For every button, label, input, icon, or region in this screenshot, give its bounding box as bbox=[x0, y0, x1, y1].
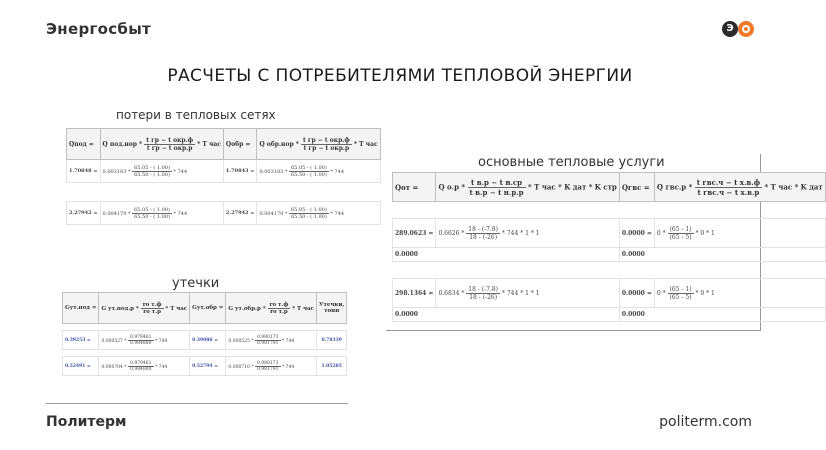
leaks-head-c2 bbox=[99, 293, 190, 324]
losses-r1-n1: 65.05 - ( 1.00) bbox=[134, 206, 170, 213]
leaks-caption: утечки bbox=[172, 276, 220, 291]
leaks-r0-f1 bbox=[99, 331, 190, 350]
leaks-r0-n1: 0.979461 bbox=[130, 334, 152, 340]
leaks-table bbox=[62, 292, 347, 376]
losses-r1-t2: * 744 bbox=[330, 210, 345, 217]
losses-head-c1: Qпод = bbox=[67, 129, 101, 160]
losses-r0-v1: 1.70848 = bbox=[67, 160, 101, 183]
leaks-head-c2-den: ro т.р bbox=[143, 308, 161, 315]
services-head-c2-pre: Q о.р * bbox=[438, 182, 466, 191]
leaks-head-c2-frac bbox=[141, 302, 164, 315]
table-row bbox=[393, 279, 826, 308]
services-r0-p1: 0.6626 * bbox=[438, 229, 465, 237]
logo-letter-icon: Э bbox=[722, 21, 738, 37]
leaks-head-c4-num: ro т.ф bbox=[269, 301, 289, 308]
losses-r1-v2: 2.27942 = bbox=[223, 202, 257, 225]
losses-r0-f2 bbox=[257, 160, 380, 183]
leaks-r1-t2: * 744 bbox=[281, 364, 295, 370]
losses-r1-d2: 65.50 - ( 1.00) bbox=[291, 213, 327, 220]
services-header-row bbox=[393, 173, 826, 202]
losses-r1-frac2 bbox=[289, 207, 329, 220]
brand-logo bbox=[722, 21, 754, 37]
services-r1-n1: 18 - (-7.8) bbox=[468, 285, 498, 293]
losses-caption: потери в тепловых сетях bbox=[116, 108, 276, 122]
losses-r1-p2: 0.004179 * bbox=[259, 210, 288, 217]
services-r1-n2: (65 - 1) bbox=[669, 285, 692, 293]
services-r0-v2: 0.0000 = bbox=[619, 219, 654, 248]
leaks-head-c5: Утечки, тонн bbox=[316, 293, 346, 324]
services-r0-s1: 0.0000 bbox=[393, 248, 620, 262]
leaks-head-c2-post: * T час bbox=[165, 305, 188, 312]
leaks-r0-p2: 0.000525 * bbox=[228, 338, 254, 344]
losses-r0-v2: 1.70843 = bbox=[223, 160, 257, 183]
leaks-r0-p1: 0.000527 * bbox=[101, 338, 127, 344]
losses-head-c4-num: t гр − t окр.ф bbox=[302, 136, 350, 144]
losses-header-row bbox=[67, 129, 381, 160]
table-row bbox=[63, 331, 347, 350]
table-row bbox=[67, 202, 381, 225]
services-r1-f2 bbox=[654, 279, 825, 308]
footer-site-link[interactable]: politerm.com bbox=[659, 414, 752, 430]
losses-head-c2-pre: Q под.нор * bbox=[102, 140, 143, 148]
table-row bbox=[63, 357, 347, 376]
services-head-c2-frac bbox=[468, 178, 526, 197]
table-row-spacer bbox=[63, 350, 347, 357]
services-r0-p2: 0 * bbox=[656, 229, 666, 237]
services-head-c4-num: t гвс.ч − t х.в.ф bbox=[696, 177, 761, 187]
services-table bbox=[392, 172, 826, 322]
services-r0-n1: 18 - (-7.8) bbox=[468, 225, 498, 233]
services-head-c4-post: * T час * K дат bbox=[764, 182, 823, 191]
services-head-c2 bbox=[436, 173, 619, 202]
table-row bbox=[393, 219, 826, 248]
losses-r0-n1: 65.05 - ( 1.00) bbox=[134, 164, 170, 171]
services-r0-s2: 0.0000 bbox=[619, 248, 825, 262]
leaks-r1-total: 1.05285 bbox=[316, 357, 346, 376]
services-r1-d1: 18 - (-26) bbox=[469, 293, 498, 301]
brand-bottom-logo-text: Политерм bbox=[46, 414, 127, 430]
losses-r0-p2: 0.003183 * bbox=[259, 168, 288, 175]
services-head-c1: Qот = bbox=[393, 173, 436, 202]
losses-r0-d1: 65.50 - ( 1.00) bbox=[134, 171, 170, 178]
losses-r0-p1: 0.003183 * bbox=[102, 168, 131, 175]
leaks-head-c4 bbox=[226, 293, 317, 324]
services-head-c3: Qгвс = bbox=[619, 173, 654, 202]
losses-r1-p1: 0.004179 * bbox=[102, 210, 131, 217]
losses-r1-v1: 2.27942 = bbox=[67, 202, 101, 225]
losses-head-c2-den: t гр − t окр.р bbox=[146, 144, 193, 152]
losses-head-c2-num: t гр − t окр.ф bbox=[146, 136, 194, 144]
services-r0-frac2 bbox=[668, 226, 694, 241]
table-row bbox=[67, 160, 381, 183]
leaks-head-c4-pre: G ут.обр.р * bbox=[228, 305, 266, 312]
services-caption: основные тепловые услуги bbox=[478, 155, 665, 170]
leaks-r1-v1: 0.52491 = bbox=[63, 357, 99, 376]
services-r1-s1: 0.0000 bbox=[393, 308, 620, 322]
services-head-c4-frac bbox=[695, 178, 762, 197]
table-row-spacer bbox=[63, 324, 347, 331]
services-r0-n2: (65 - 1) bbox=[669, 225, 692, 233]
services-r1-f1 bbox=[436, 279, 619, 308]
losses-r0-t1: * 744 bbox=[173, 168, 188, 175]
leaks-head-c3: Gут.обр = bbox=[190, 293, 226, 324]
services-r1-t2: * 0 * 1 bbox=[695, 289, 715, 297]
services-head-c4-pre: Q гвс.р * bbox=[656, 182, 693, 191]
leaks-r0-t2: * 744 bbox=[281, 338, 295, 344]
services-r0-f1 bbox=[436, 219, 619, 248]
services-r1-d2: (65 - 5) bbox=[669, 293, 692, 301]
leaks-r1-v2: 0.52794 = bbox=[190, 357, 226, 376]
table-row-spacer bbox=[393, 262, 826, 279]
losses-r0-n2: 65.05 - ( 1.00) bbox=[291, 164, 327, 171]
services-r0-t2: * 0 * 1 bbox=[695, 229, 715, 237]
services-head-c4-den: t гвс.ч − t х.в.р bbox=[697, 187, 760, 197]
losses-r1-f1 bbox=[100, 202, 223, 225]
services-head-c4 bbox=[654, 173, 825, 202]
losses-r0-frac2 bbox=[289, 165, 329, 178]
services-r1-p2: 0 * bbox=[656, 289, 666, 297]
services-r1-s2: 0.0000 bbox=[619, 308, 825, 322]
losses-r0-t2: * 744 bbox=[330, 168, 345, 175]
leaks-head-c4-den: ro т.р bbox=[270, 308, 288, 315]
leaks-r0-total: 0.78339 bbox=[316, 331, 346, 350]
services-r0-d2: (65 - 5) bbox=[669, 233, 692, 241]
leaks-head-c1: Gут.под = bbox=[63, 293, 99, 324]
losses-head-c4-frac bbox=[301, 137, 352, 152]
table-row bbox=[393, 248, 826, 262]
services-r1-frac1 bbox=[466, 286, 500, 301]
table-row bbox=[393, 308, 826, 322]
services-r1-frac2 bbox=[668, 286, 694, 301]
losses-r1-d1: 65.50 - ( 1.00) bbox=[134, 213, 170, 220]
leaks-r0-n2: 0.980173 bbox=[257, 334, 279, 340]
leaks-r1-t1: * 744 bbox=[154, 364, 168, 370]
losses-head-c2 bbox=[100, 129, 223, 160]
losses-r1-t1: * 744 bbox=[173, 210, 188, 217]
losses-head-c4-pre: Q обр.нор * bbox=[259, 140, 299, 148]
leaks-r0-d1: 0.984880 bbox=[130, 340, 152, 346]
losses-r1-f2 bbox=[257, 202, 380, 225]
services-r0-d1: 18 - (-26) bbox=[469, 233, 498, 241]
table-row-spacer bbox=[67, 183, 381, 202]
services-r1-t1: * 744 * 1 * 1 bbox=[501, 289, 540, 297]
leaks-r1-p2: 0.000710 * bbox=[228, 364, 254, 370]
losses-head-c3: Qобр = bbox=[223, 129, 257, 160]
leaks-r0-t1: * 744 bbox=[154, 338, 168, 344]
services-r0-t1: * 744 * 1 * 1 bbox=[501, 229, 540, 237]
leaks-r1-p1: 0.000704 * bbox=[101, 364, 127, 370]
leaks-r0-v1: 0.39253 = bbox=[63, 331, 99, 350]
losses-head-c2-post: * T час bbox=[197, 140, 221, 148]
leaks-r0-frac2 bbox=[255, 335, 280, 346]
services-r1-p1: 0.6834 * bbox=[438, 289, 465, 297]
services-r0-v1: 289.0623 = bbox=[393, 219, 436, 248]
services-head-c2-num: t в.р − t н.ср bbox=[468, 178, 526, 188]
services-r0-frac1 bbox=[466, 226, 500, 241]
services-r1-v2: 0.0000 = bbox=[619, 279, 654, 308]
losses-head-c4-den: t гр − t окр.р bbox=[303, 144, 350, 152]
leaks-r0-frac1 bbox=[128, 335, 153, 346]
leaks-r1-n1: 0.979461 bbox=[130, 360, 152, 366]
losses-head-c4 bbox=[257, 129, 380, 160]
leaks-head-c4-post: * T час bbox=[292, 305, 314, 312]
leaks-r0-d2: 0.981791 bbox=[257, 340, 279, 346]
losses-table bbox=[66, 128, 381, 225]
losses-r1-frac1 bbox=[132, 207, 172, 220]
services-r0-f2 bbox=[654, 219, 825, 248]
losses-head-c2-frac bbox=[144, 137, 195, 152]
leaks-head-c4-frac bbox=[268, 302, 291, 315]
leaks-r1-frac2 bbox=[255, 361, 280, 372]
leaks-r1-d2: 0.981791 bbox=[257, 366, 279, 372]
leaks-r0-v2: 0.39086 = bbox=[190, 331, 226, 350]
leaks-r1-frac1 bbox=[128, 361, 153, 372]
leaks-r1-f1 bbox=[99, 357, 190, 376]
leaks-r1-f2 bbox=[226, 357, 317, 376]
leaks-r0-f2 bbox=[226, 331, 317, 350]
losses-r1-n2: 65.05 - ( 1.00) bbox=[291, 206, 327, 213]
leaks-r1-d1: 0.984880 bbox=[130, 366, 152, 372]
leaks-head-c2-num: ro т.ф bbox=[142, 301, 162, 308]
slide-title: РАСЧЕТЫ С ПОТРЕБИТЕЛЯМИ ТЕПЛОВОЙ ЭНЕРГИИ bbox=[167, 66, 633, 86]
brand-top-logo-text: Энергосбыт bbox=[46, 20, 152, 38]
footer-divider bbox=[46, 403, 348, 404]
losses-r0-d2: 65.50 - ( 1.00) bbox=[291, 171, 327, 178]
leaks-head-c2-pre: G ут.под.р * bbox=[101, 305, 139, 312]
services-head-c2-den: t в.р − t н.р.р bbox=[469, 187, 524, 197]
leaks-header-row bbox=[63, 293, 347, 324]
losses-r0-f1 bbox=[100, 160, 223, 183]
logo-ring-icon bbox=[738, 21, 754, 37]
table-row-spacer bbox=[393, 202, 826, 219]
services-r1-v1: 298.1364 = bbox=[393, 279, 436, 308]
leaks-r1-n2: 0.980173 bbox=[257, 360, 279, 366]
losses-r0-frac1 bbox=[132, 165, 172, 178]
losses-head-c4-post: * T час bbox=[353, 140, 378, 148]
services-head-c2-post: * T час * K дат * K стр bbox=[528, 182, 617, 191]
